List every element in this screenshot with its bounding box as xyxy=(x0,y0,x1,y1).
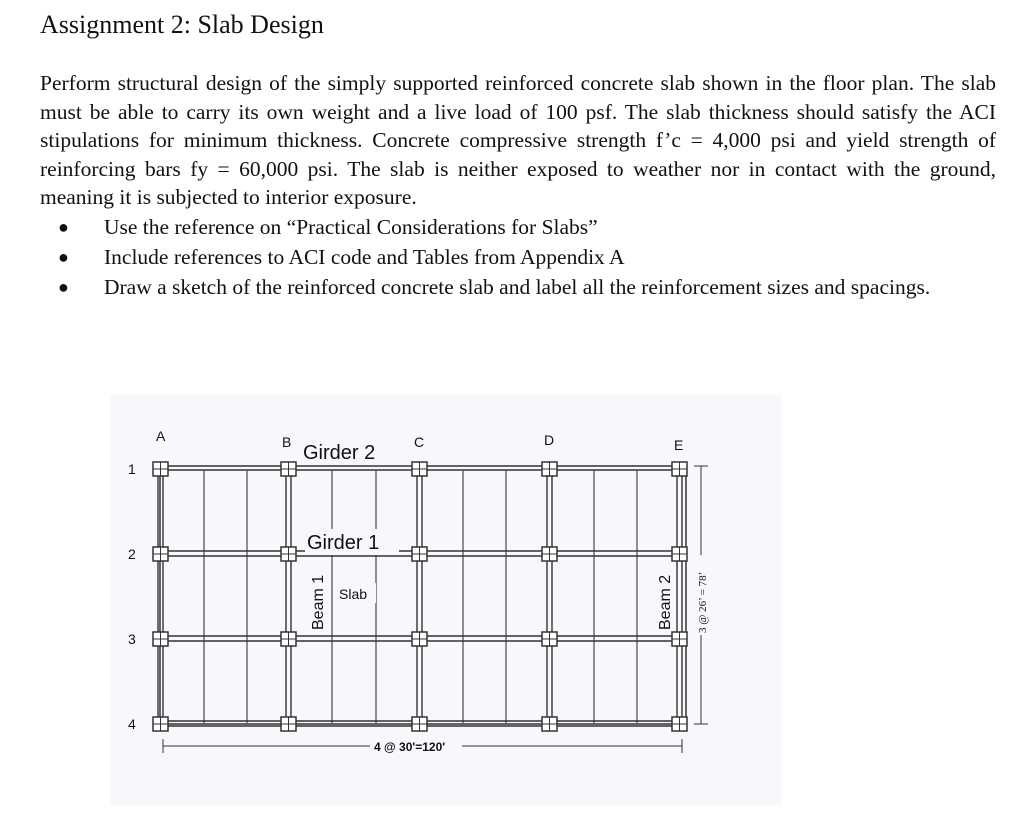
grid-label-1: 1 xyxy=(128,461,136,477)
bullet-icon: ● xyxy=(58,217,69,237)
bullet-icon: ● xyxy=(58,277,69,297)
list-item xyxy=(40,272,996,302)
slab-label: Slab xyxy=(339,586,368,602)
bullet-icon: ● xyxy=(58,247,69,267)
bullet-text: Include references to ACI code and Tables from Appendix A xyxy=(104,245,625,269)
floor-plan-drawing xyxy=(110,395,782,805)
grid-label-e: E xyxy=(674,437,684,453)
grid-label-2: 2 xyxy=(128,546,136,562)
beam-1-label: Beam 1 xyxy=(310,574,327,630)
list-item xyxy=(40,212,996,242)
grid-label-a: A xyxy=(156,428,166,444)
floor-plan xyxy=(110,395,782,805)
bullet-text: Use the reference on “Practical Considerations for Slabs” xyxy=(104,215,598,239)
grid-label-b: B xyxy=(282,434,292,450)
grid-label-c: C xyxy=(414,434,425,450)
assignment-description: Perform structural design of the simply supported reinforced concrete slab shown in the floor plan. The slab must be able to carry its own weight and a live load of 100 psf. The slab thickness should satisfy the ACI stipulations for minimum thickness. Concrete compressive strength f’c = 4,000 psi and yield strength of reinforcing bars fy = 60,000 psi. The slab is neither exposed to weather nor in contact with the ground, meaning it is subjected to interior exposure. xyxy=(40,71,996,209)
page-title: Assignment 2: Slab Design xyxy=(40,10,324,39)
instruction-list xyxy=(40,212,996,302)
grid-label-4: 4 xyxy=(128,716,136,732)
horizontal-dimension: 4 @ 30'=120' xyxy=(374,740,446,754)
plan-background xyxy=(110,395,782,805)
beam-2-label: Beam 2 xyxy=(657,574,674,630)
bullet-text: Draw a sketch of the reinforced concrete slab and label all the reinforcement sizes and spacings. xyxy=(104,275,931,299)
grid-label-d: D xyxy=(544,432,555,448)
grid-label-3: 3 xyxy=(128,631,136,647)
girder-1-label: Girder 1 xyxy=(307,532,380,554)
list-item xyxy=(40,242,996,272)
girder-2-label: Girder 2 xyxy=(303,442,376,464)
vertical-dimension: 3 @ 26’ = 78’ xyxy=(697,571,709,633)
